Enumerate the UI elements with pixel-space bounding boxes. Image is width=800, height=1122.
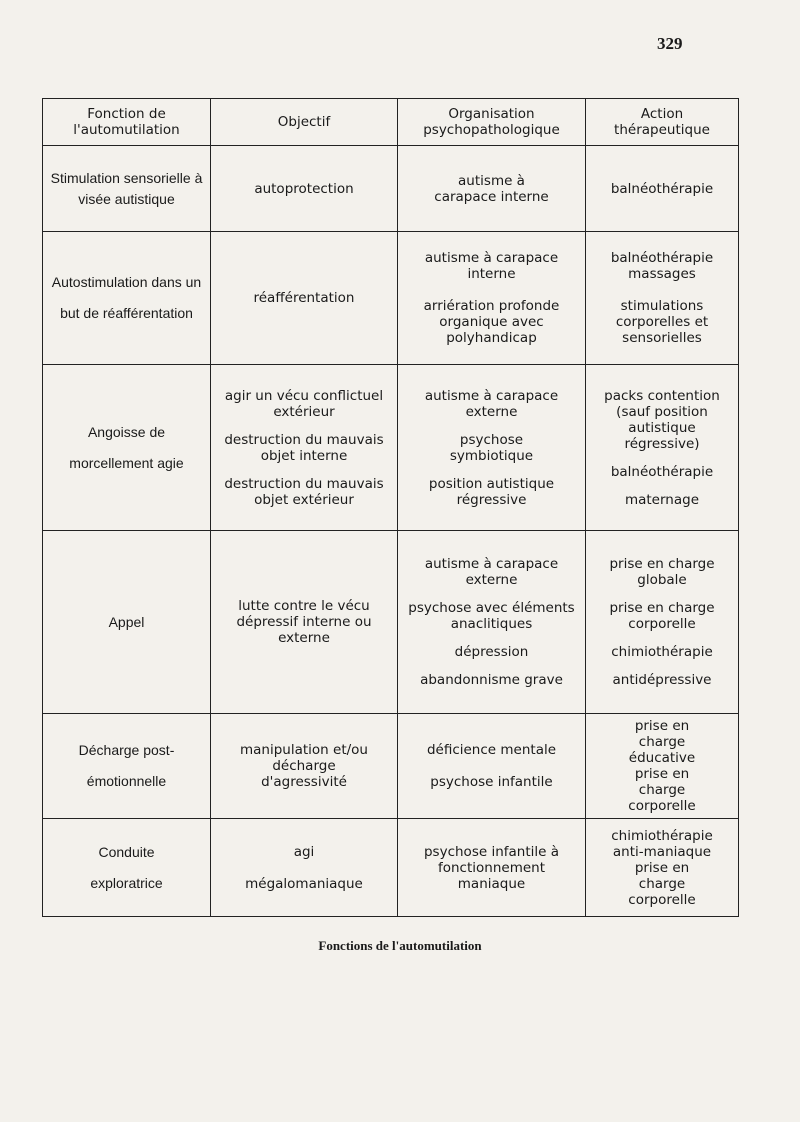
cell-organisation xyxy=(398,365,586,531)
action-item: balnéothérapie xyxy=(610,463,714,480)
action-item: prise en charge globale xyxy=(609,556,715,588)
cell-organisation: psychose infantile à fonctionnement maniaque xyxy=(398,819,586,917)
table-header-row xyxy=(43,99,739,146)
action-item: prise en charge corporelle xyxy=(628,766,696,814)
action-item: stimulations corporelles et sensorielles xyxy=(615,298,709,346)
cell-objectif xyxy=(211,365,398,531)
organisation-item: arriération profonde organique avec polyhandicap xyxy=(423,298,560,346)
table-row xyxy=(43,365,739,531)
cell-organisation xyxy=(398,531,586,714)
action-item: prise en charge éducative xyxy=(628,718,696,766)
cell-action xyxy=(586,531,739,714)
objectif-item: destruction du mauvais objet extérieur xyxy=(224,475,384,508)
action-item: chimiothérapie xyxy=(611,644,713,660)
cell-fonction: Autostimulation dans un but de réafférentation xyxy=(43,232,211,365)
cell-objectif: réafférentation xyxy=(211,232,398,365)
action-item: chimiothérapie anti-maniaque xyxy=(611,827,713,860)
action-item: balnéothérapie massages xyxy=(610,250,714,282)
cell-fonction: Conduite exploratrice xyxy=(43,819,211,917)
organisation-item: psychose infantile xyxy=(430,774,553,790)
cell-objectif: lutte contre le vécu dépressif interne ou externe xyxy=(211,531,398,714)
automutilation-functions-table xyxy=(42,98,739,917)
table-row xyxy=(43,232,739,365)
cell-organisation: autisme à carapace interne xyxy=(398,146,586,232)
header-action: Action thérapeutique xyxy=(586,99,739,146)
organisation-item: autisme à carapace externe xyxy=(424,556,559,588)
cell-objectif xyxy=(211,819,398,917)
header-fonction: Fonction de l'automutilation xyxy=(43,99,211,146)
action-item: antidépressive xyxy=(612,672,712,688)
action-item: maternage xyxy=(624,491,700,508)
page-number: 329 xyxy=(657,34,683,53)
organisation-item: déficience mentale xyxy=(426,742,557,758)
organisation-item: abandonnisme grave xyxy=(420,672,563,688)
organisation-item: psychose avec éléments anaclitiques xyxy=(408,600,575,632)
objectif-item: destruction du mauvais objet interne xyxy=(224,431,384,464)
organisation-item: dépression xyxy=(454,644,529,660)
cell-objectif: manipulation et/ou décharge d'agressivité xyxy=(211,714,398,819)
cell-action xyxy=(586,232,739,365)
organisation-item: psychose symbiotique xyxy=(449,431,534,464)
table-row xyxy=(43,531,739,714)
cell-organisation xyxy=(398,232,586,365)
action-item: prise en charge corporelle xyxy=(609,600,715,632)
action-item: prise en charge corporelle xyxy=(628,859,696,908)
table-row xyxy=(43,146,739,232)
table-row xyxy=(43,819,739,917)
cell-fonction: Appel xyxy=(43,531,211,714)
objectif-item: agi xyxy=(293,843,315,860)
header-objectif: Objectif xyxy=(211,99,398,146)
cell-fonction: Stimulation sensorielle à visée autistique xyxy=(43,146,211,232)
table-caption: Fonctions de l'automutilation xyxy=(318,938,482,953)
cell-fonction: Décharge post-émotionnelle xyxy=(43,714,211,819)
objectif-item: mégalomaniaque xyxy=(245,875,363,892)
cell-action xyxy=(586,714,739,819)
action-item: packs contention (sauf position autistique régressive) xyxy=(604,387,720,452)
cell-action: balnéothérapie xyxy=(586,146,739,232)
cell-organisation xyxy=(398,714,586,819)
cell-fonction: Angoisse de morcellement agie xyxy=(43,365,211,531)
cell-action xyxy=(586,819,739,917)
organisation-item: position autistique régressive xyxy=(428,475,555,508)
header-organisation: Organisation psychopathologique xyxy=(398,99,586,146)
cell-objectif: autoprotection xyxy=(211,146,398,232)
organisation-item: autisme à carapace externe xyxy=(424,387,559,420)
organisation-item: autisme à carapace interne xyxy=(424,250,559,282)
table-row xyxy=(43,714,739,819)
cell-action xyxy=(586,365,739,531)
objectif-item: agir un vécu conflictuel extérieur xyxy=(224,387,384,420)
